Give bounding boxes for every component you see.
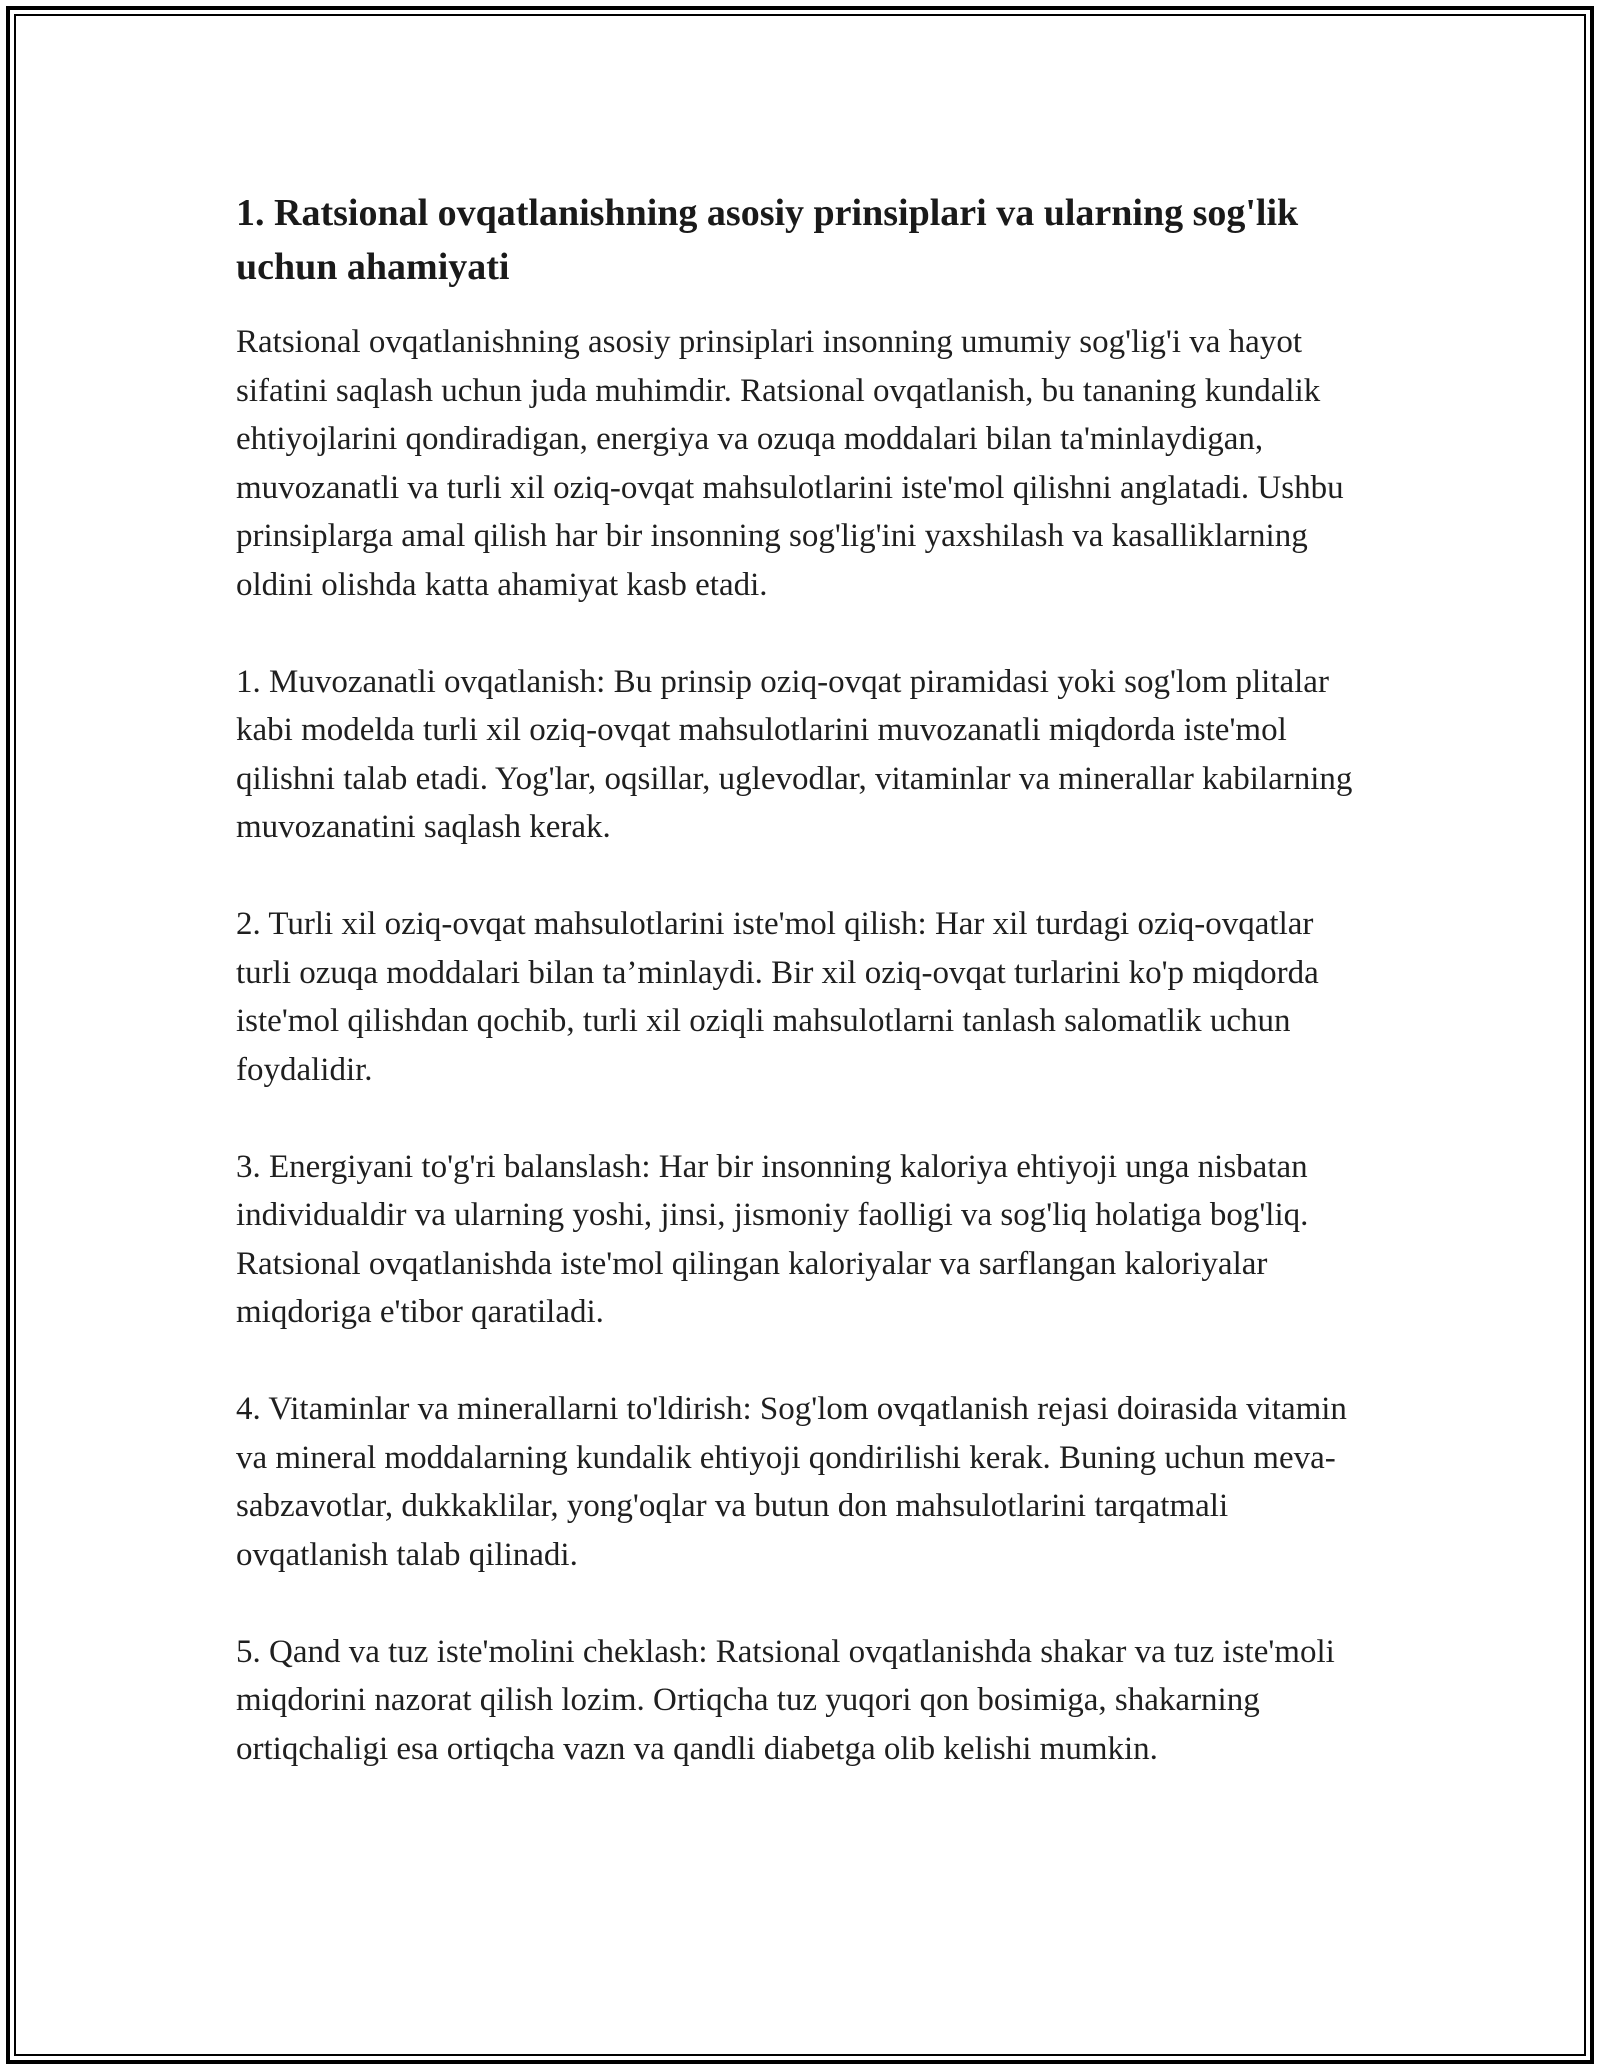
principle-paragraph-3: 3. Energiyani to'g'ri balanslash: Har bir insonning kaloriya ehtiyoji unga nisbatan individualdir va ularning yoshi, jinsi, jismoniy faolligi va sog'liq holatiga bog'liq. Ratsional ovqatlanishda iste'mol qilingan kaloriyalar va sarflangan kaloriyalar miqdoriga e'tibor qaratiladi. (236, 1148, 1309, 1330)
document-body (236, 186, 1376, 1773)
principle-paragraph-1: 1. Muvozanatli ovqatlanish: Bu prinsip oziq-ovqat piramidasi yoki sog'lom plitalar kabi modelda turli xil oziq-ovqat mahsulotlarini muvozanatli miqdorda iste'mol qilishni talab etadi. Yog'lar, oqsillar, uglevodlar, vitaminlar va minerallar kabilarning muvozanatini saqlash kerak. (236, 663, 1353, 845)
section-heading: 1. Ratsional ovqatlanishning asosiy prinsiplari va ularning sog'lik uchun ahamiyati (236, 192, 1299, 288)
principle-paragraph-4: 4. Vitaminlar va minerallarni to'ldirish: Sog'lom ovqatlanish rejasi doirasida vitamin va mineral moddalarning kundalik ehtiyoji qondirilishi kerak. Buning uchun meva-sabzavotlar, dukkaklilar, yong'oqlar va butun don mahsulotlarini tarqatmali ovqatlanish talab qilinadi. (236, 1391, 1347, 1573)
principle-paragraph-2: 2. Turli xil oziq-ovqat mahsulotlarini iste'mol qilish: Har xil turdagi oziq-ovqatlar turli ozuqa moddalari bilan ta’minlaydi. Bir xil oziq-ovqat turlarini ko'p miqdorda iste'mol qilishdan qochib, turli xil oziqli mahsulotlarni tanlash salomatlik uchun foydalidir. (236, 906, 1319, 1088)
principle-paragraph-5: 5. Qand va tuz iste'molini cheklash: Ratsional ovqatlanishda shakar va tuz iste'moli miqdorini nazorat qilish lozim. Ortiqcha tuz yuqori qon bosimiga, shakarning ortiqchaligi esa ortiqcha vazn va qandli diabetga olib kelishi mumkin. (236, 1633, 1335, 1767)
intro-paragraph: Ratsional ovqatlanishning asosiy prinsiplari insonning umumiy sog'lig'i va hayot sifatini saqlash uchun juda muhimdir. Ratsional ovqatlanish, bu tananing kundalik ehtiyojlarini qondiradigan, energiya va ozuqa moddalari bilan ta'minlaydigan, muvozanatli va turli xil oziq-ovqat mahsulotlarini iste'mol qilishni anglatadi. Ushbu prinsiplarga amal qilish har bir insonning sog'lig'ini yaxshilash va kasalliklarning oldini olishda katta ahamiyat kasb etadi. (236, 324, 1344, 603)
